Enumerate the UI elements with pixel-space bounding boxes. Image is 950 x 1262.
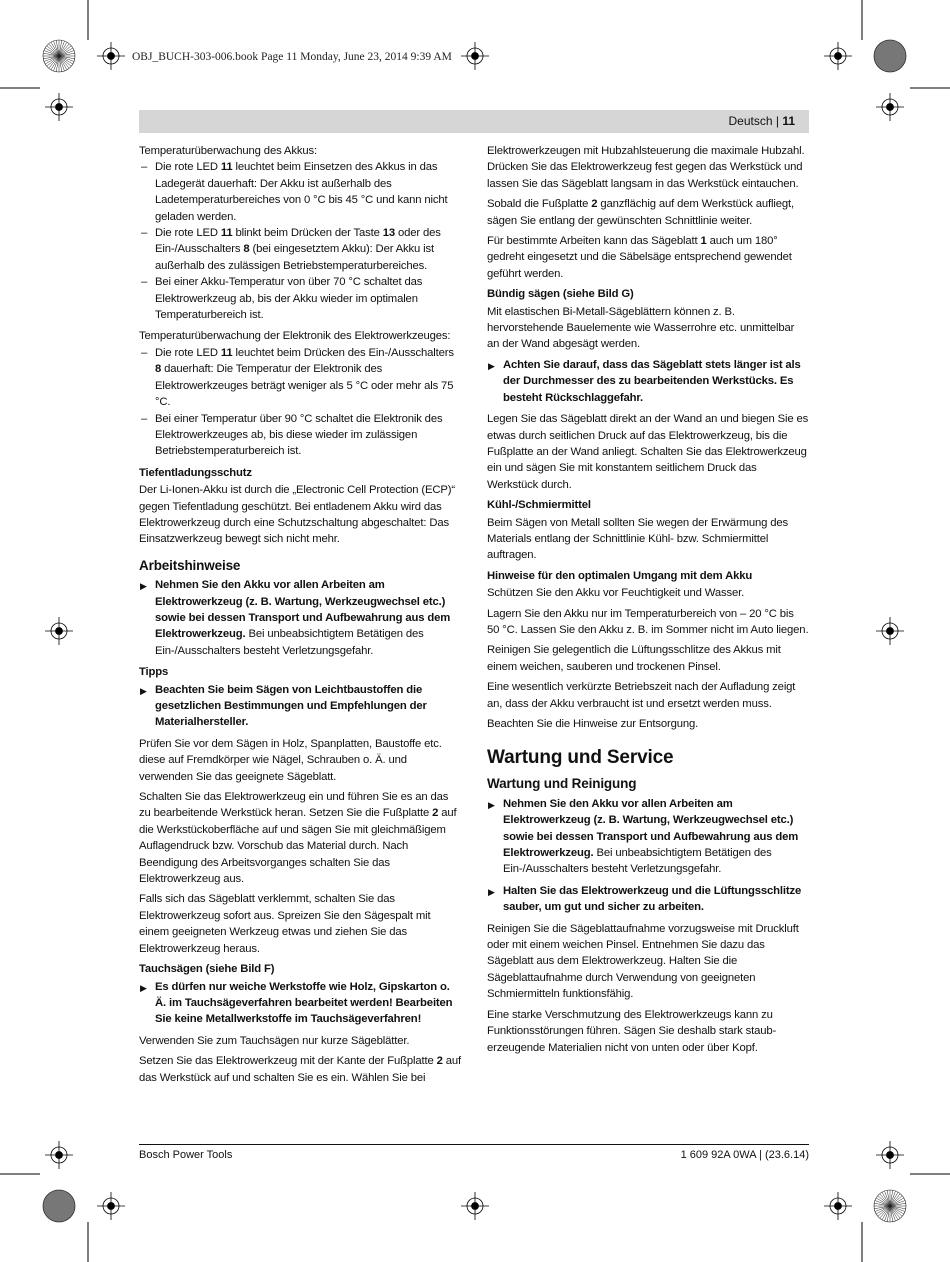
warning-note: ▶ Nehmen Sie den Akku vor allen Arbeiten am Elektrowerkzeug (z. B. Wartung, Werkzeugwechsel etc.) sowie bei dessen Transport und Aufbewahrung aus dem Elektrowerkzeug. Bei unbeabsichtigtem Betätigen des Ein-/Ausschalters besteht Verletzungsgefahr.	[140, 579, 451, 657]
elektronik-list	[139, 345, 461, 460]
warning-note: ▶ Beachten Sie beim Sägen von Leichtbaustoffen die gesetzlichen Bestimmungen und Empfehlungen der Materialhersteller.	[140, 683, 427, 729]
crosshair-mark	[876, 1141, 904, 1169]
crosshair-mark	[45, 617, 73, 645]
warning-note: ▶ Es dürfen nur weiche Werkstoffe wie Holz, Gipskarton o. Ä. im Tauchsägeverfahren bearbeitet werden! Bearbeiten Sie keine Metallwerkstoffe im Tauchsägeverfahren!	[140, 980, 453, 1026]
grey-disc-top-right	[874, 40, 906, 72]
hinweise-heading: Hinweise für den optimalen Umgang mit dem Akku	[487, 569, 753, 582]
crosshair-mark	[824, 1192, 852, 1220]
crosshair-mark	[824, 42, 852, 70]
reinigung-paragraph: Reinigen Sie die Sägeblattaufnahme vorzugsweise mit Druckluft oder mit einem weichen Pinsel. Entnehmen Sie dazu das Sägeblatt aus dem Elektrowerkzeug. Halten Sie die Sägeblattaufnahme durch Verwendung von geeigneten Schmiermitteln funktionsfähig.	[487, 922, 799, 1001]
crosshair-mark	[461, 42, 489, 70]
crosshair-mark	[876, 617, 904, 645]
tipps-paragraph: Falls sich das Sägeblatt verklemmt, schalten Sie das Elektrowerkzeug sofort aus. Spreizen Sie den Sägespalt mit einem geeigneten Werkzeug etwas und ziehen Sie das Elektrowerkzeug heraus.	[139, 893, 431, 955]
reinigung-paragraph: Eine starke Verschmutzung des Elektrowerkzeugs kann zu Funktionsstörungen führen. Sägen Sie deshalb stark staub-erzeugende Materialien nicht von unten oder über Kopf.	[487, 1008, 777, 1054]
crosshair-mark	[461, 1192, 489, 1220]
tipps-paragraph: Prüfen Sie vor dem Sägen in Holz, Spanplatten, Baustoffe etc. diese auf Fremdkörper wie Nägel, Schrauben o. Ä. und verwenden Sie das geeignete Sägeblatt.	[139, 737, 442, 783]
hinweise-paragraph: Lagern Sie den Akku nur im Temperaturbereich von – 20 °C bis 50 °C. Lassen Sie den Akku z. B. im Sommer nicht im Auto liegen.	[487, 607, 809, 636]
file-meta-line: OBJ_BUCH-303-006.book Page 11 Monday, June 23, 2014 9:39 AM	[132, 51, 452, 63]
warning-note: ▶ Achten Sie darauf, dass das Sägeblatt stets länger ist als der Durchmesser des zu bearbeitenden Werkstücks. Es besteht Rückschlaggefahr.	[488, 358, 801, 404]
reinigung-heading: Wartung und Reinigung	[487, 776, 637, 792]
kuehl-paragraph: Beim Sägen von Metall sollten Sie wegen der Erwärmung des Materials entlang der Schnittlinie Kühl- bzw. Schmiermittel auftragen.	[487, 516, 789, 562]
right-column	[487, 143, 809, 1060]
tiefentladung-text: Der Li-Ionen-Akku ist durch die „Electronic Cell Protection (ECP)“ gegen Tiefentladung geschützt. Bei entladenem Akku wird das Elektrowerkzeug durch eine Schutzschaltung abgeschaltet: Das Einsatzwerkzeug bewegt sich nicht mehr.	[139, 484, 455, 546]
hinweise-paragraph: Eine wesentlich verkürzte Betriebszeit nach der Aufladung zeigt an, dass der Akku verbraucht ist und ersetzt werden muss.	[487, 681, 796, 710]
list-item: – Die rote LED 11 leuchtet beim Einsetzen des Akkus in das Ladegerät dauerhaft: Der Akku ist außerhalb des Ladetemperaturbereiches von 0 °C bis 45 °C und kann nicht geladen werden.	[139, 159, 461, 225]
list-item: – Bei einer Temperatur über 90 °C schaltet die Elektronik des Elektrowerkzeuges ab, bis diese wieder im zulässigen Betriebstemperaturbereich ist.	[139, 411, 461, 460]
footer-brand: Bosch Power Tools	[139, 1149, 233, 1161]
tauch-paragraph: Setzen Sie das Elektrowerkzeug mit der Kante der Fußplatte 2 auf das Werkstück auf und schalten Sie es ein. Wählen Sie bei	[139, 1055, 461, 1084]
tiefentladung-heading: Tiefentladungsschutz	[139, 466, 252, 479]
grey-disc-bottom-left	[43, 1190, 75, 1222]
crosshair-mark	[97, 42, 125, 70]
crosshair-mark	[45, 93, 73, 121]
header-language: Deutsch	[728, 114, 773, 128]
tauch-paragraph-cont: Elektrowerkzeugen mit Hubzahlsteuerung die maximale Hubzahl. Drücken Sie das Elektrowerkzeug fest gegen das Werkstück und lassen Sie das Sägeblatt langsam in das Werkstück eintauchen.	[487, 145, 805, 190]
crosshair-mark	[97, 1192, 125, 1220]
tauch-paragraph: Sobald die Fußplatte 2 ganzflächig auf dem Werkstück aufliegt, sägen Sie entlang der gewünschten Schnittlinie weiter.	[487, 198, 795, 227]
akku-intro: Temperaturüberwachung des Akkus:	[139, 145, 317, 157]
akku-list	[139, 159, 461, 323]
kuehl-heading: Kühl-/Schmiermittel	[487, 499, 591, 512]
crosshair-mark	[45, 1141, 73, 1169]
triangle-bullet-icon: ▶	[488, 799, 495, 810]
hinweise-paragraph: Beachten Sie die Hinweise zur Entsorgung.	[487, 718, 699, 730]
header-page-number: 11	[782, 114, 795, 128]
triangle-bullet-icon: ▶	[140, 982, 147, 993]
footer-rule	[139, 1144, 809, 1145]
triangle-bullet-icon: ▶	[140, 581, 147, 592]
tauch-paragraph: Für bestimmte Arbeiten kann das Sägeblatt 1 auch um 180° gedreht eingesetzt und die Säbelsäge entsprechend gewendet geführt werden.	[487, 235, 792, 280]
header-separator: |	[772, 114, 783, 128]
page-header	[728, 114, 795, 128]
hinweise-paragraph: Schützen Sie den Akku vor Feuchtigkeit und Wasser.	[487, 587, 745, 600]
footer-doc-number: 1 609 92A 0WA | (23.6.14)	[680, 1149, 809, 1161]
buendig-paragraph: Mit elastischen Bi-Metall-Sägeblättern können z. B. hervorstehende Bauelemente wie Wasserrohre etc. unmittelbar an der Wand abgesägt werden.	[487, 305, 795, 351]
crosshair-mark	[876, 93, 904, 121]
tauch-paragraph: Verwenden Sie zum Tauchsägen nur kurze Sägeblätter.	[139, 1034, 410, 1047]
left-column	[139, 143, 461, 1090]
page-header-bar	[139, 110, 809, 133]
buendig-paragraph: Legen Sie das Sägeblatt direkt an der Wand an und biegen Sie es etwas durch seitlichen Druck auf das Elektrowerkzeug, bis die Fußplatte an der Wand anliegt. Schalten Sie das Elektrowerkzeug ein und sägen Sie mit konstantem seitlichem Druck das Werkstück durch.	[487, 413, 809, 491]
triangle-bullet-icon: ▶	[140, 685, 147, 696]
hinweise-paragraph: Reinigen Sie gelegentlich die Lüftungsschlitze des Akkus mit einem weichen, sauberen und trockenen Pinsel.	[487, 644, 781, 673]
triangle-bullet-icon: ▶	[488, 886, 495, 897]
arbeitshinweise-heading: Arbeitshinweise	[139, 557, 241, 573]
tauch-heading: Tauchsägen (siehe Bild F)	[139, 963, 275, 976]
list-item: – Die rote LED 11 leuchtet beim Drücken des Ein-/Ausschalters 8 dauerhaft: Die Temperatur der Elektronik des Elektrowerkzeuges beträgt weniger als 5 °C oder mehr als 75 °C.	[139, 345, 461, 411]
warning-note: ▶ Halten Sie das Elektrowerkzeug und die Lüftungsschlitze sauber, um gut und sicher zu arbeiten.	[488, 884, 802, 914]
wartung-heading: Wartung und Service	[487, 747, 674, 769]
triangle-bullet-icon: ▶	[488, 360, 495, 371]
list-item: – Die rote LED 11 blinkt beim Drücken der Taste 13 oder des Ein-/Ausschalters 8 (bei eingesetztem Akku): Der Akku ist außerhalb des zulässigen Betriebstemperaturbereiches.	[139, 225, 461, 274]
tipps-paragraph: Schalten Sie das Elektrowerkzeug ein und führen Sie es an das zu bearbeitende Werkstück heran. Setzen Sie die Fußplatte 2 auf die Werkstückoberfläche auf und sägen Sie mit gleichmäßigem Auflagendruck bzw. Vorschub das Material durch. Nach Beendigung des Arbeitsvorganges schalten Sie das Elektrowerkzeug aus.	[139, 791, 457, 886]
tipps-heading: Tipps	[139, 666, 169, 679]
list-item: – Bei einer Akku-Temperatur von über 70 °C schaltet das Elektrowerkzeug ab, bis der Akku wieder im optimalen Temperaturbereich ist.	[139, 274, 461, 323]
elektronik-intro: Temperaturüberwachung der Elektronik des Elektrowerkzeuges:	[139, 330, 451, 343]
buendig-heading: Bündig sägen (siehe Bild G)	[487, 288, 634, 301]
warning-note: ▶ Nehmen Sie den Akku vor allen Arbeiten am Elektrowerkzeug (z. B. Wartung, Werkzeugwechsel etc.) sowie bei dessen Transport und Aufbewahrung aus dem Elektrowerkzeug. Bei unbeabsichtigtem Betätigen des Ein-/Ausschalters besteht Verletzungsgefahr.	[488, 797, 799, 876]
